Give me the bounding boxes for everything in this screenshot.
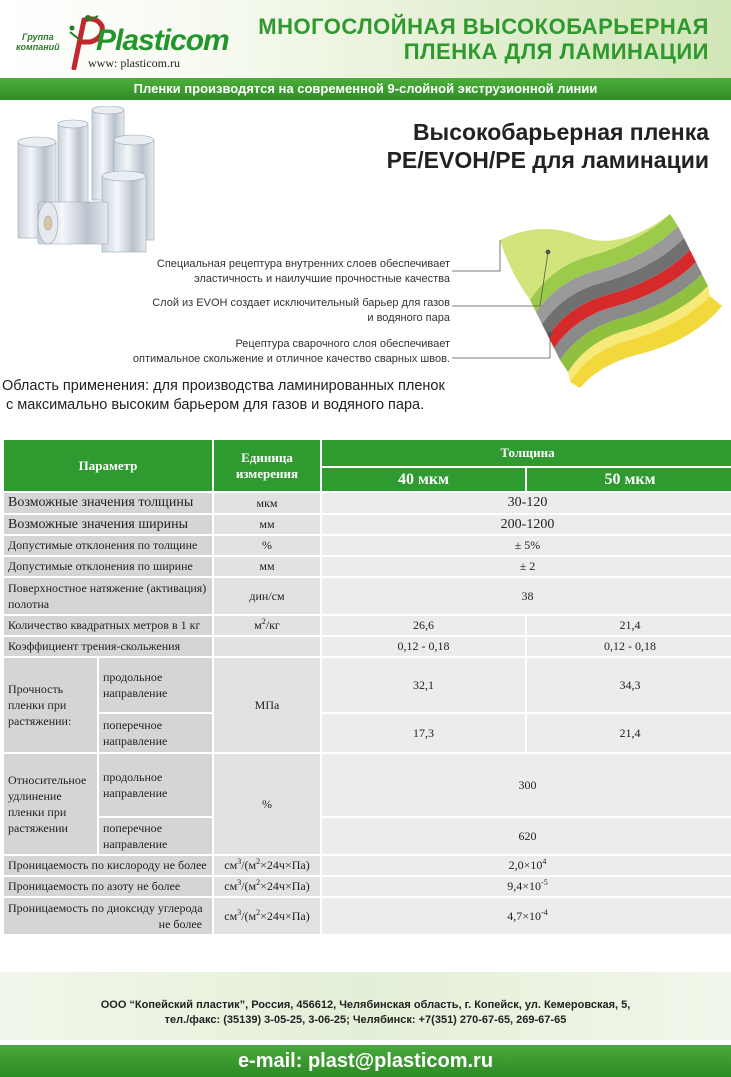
film-rolls-image	[14, 106, 164, 256]
row-value: ± 2	[322, 557, 731, 576]
row-value-40: 0,12 - 0,18	[322, 637, 525, 656]
row-value: 300	[322, 754, 731, 816]
row-value: $9,4\times 10^{-5}$	[322, 877, 731, 896]
row-label: Поверхностное натяжение (активация) полотна	[4, 578, 212, 614]
row-value: 30-120	[322, 493, 731, 513]
row-unit: дин/см	[214, 578, 320, 614]
header-40: 40 мкм	[322, 468, 525, 491]
header-50: 50 мкм	[527, 468, 731, 491]
row-unit: %	[214, 754, 320, 854]
row-sublabel: поперечное направление	[99, 818, 212, 854]
row-value-40: 32,1	[322, 658, 525, 712]
production-ribbon: Пленки производятся на современной 9-слойной экструзионной линии	[0, 78, 731, 100]
table-row	[4, 536, 731, 555]
row-unit: $м^2/кг$	[214, 616, 320, 635]
page-title: МНОГОСЛОЙНАЯ ВЫСОКОБАРЬЕРНАЯ ПЛЕНКА ДЛЯ ЛАМИНАЦИИ	[258, 14, 709, 64]
header-parameter: Параметр	[4, 440, 212, 491]
row-label: Проницаемость по азоту не более	[4, 877, 212, 896]
row-value-50: 21,4	[527, 616, 731, 635]
row-label: Возможные значения толщины	[4, 493, 212, 513]
email-link[interactable]: e-mail: plast@plasticom.ru	[0, 1045, 731, 1077]
row-label: Количество квадратных метров в 1 кг	[4, 616, 212, 635]
row-label: Прочность пленки при растяжении:	[4, 658, 97, 752]
row-sublabel: поперечное направление	[99, 714, 212, 752]
row-value-50: 0,12 - 0,18	[527, 637, 731, 656]
row-unit: $см^3/(м^2\times 24ч\times Па)$	[214, 856, 320, 875]
row-label: Коэффициент трения-скольжения	[4, 637, 212, 656]
row-label: Проницаемость по диоксиду углерода не более	[4, 898, 212, 934]
layer-note-seal: Рецептура сварочного слоя обеспечивает оптимальное скольжение и отличное качество сварных швов.	[132, 338, 450, 365]
product-title: Высокобарьерная пленка PE/EVOH/PE для ламинации	[386, 119, 709, 173]
row-unit: мм	[214, 557, 320, 576]
table-row	[4, 578, 731, 614]
row-unit: %	[214, 536, 320, 555]
layer-note-evoh: Слой из EVOH создает исключительный барьер для газов и водяного пара	[152, 297, 450, 324]
row-sublabel: продольное направление	[99, 658, 212, 712]
table-row	[4, 714, 731, 752]
logo-group-caption: Группа компаний	[16, 32, 60, 52]
row-value-40: 17,3	[322, 714, 525, 752]
footer-contacts: ООО “Копейский пластик”, Россия, 456612, Челябинская область, г. Копейск, ул. Кемеровская, 5, тел./факс: (35139) 3-05-25, 3-06-25; Челябинск: +7(351) 270-67-65, 269-67-65	[100, 999, 631, 1026]
company-logo[interactable]	[8, 6, 229, 70]
row-label: Проницаемость по кислороду не более	[4, 856, 212, 875]
row-unit: мм	[214, 515, 320, 534]
table-row	[4, 818, 731, 854]
row-sublabel: продольное направление	[99, 754, 212, 816]
row-label: Возможные значения ширины	[4, 515, 212, 534]
table-row	[4, 898, 731, 934]
row-value: $2,0\times 10^4$	[322, 856, 731, 875]
row-unit: МПа	[214, 658, 320, 752]
row-value: 200-1200	[322, 515, 731, 534]
row-value-50: 21,4	[527, 714, 731, 752]
row-value: 38	[322, 578, 731, 614]
page-header	[0, 0, 731, 78]
table-row	[4, 754, 731, 816]
specifications-table	[2, 438, 731, 936]
table-row	[4, 616, 731, 635]
row-unit: $см^3/(м^2\times 24ч\times Па)$	[214, 877, 320, 896]
table-row	[4, 658, 731, 712]
row-value-50: 34,3	[527, 658, 731, 712]
row-label: Допустимые отклонения по толщине	[4, 536, 212, 555]
row-value-40: 26,6	[322, 616, 525, 635]
table-row	[4, 637, 731, 656]
application-text: Область применения: для производства ламинированных пленок с максимально высоким барьером для газов и водяного пара.	[2, 378, 445, 413]
film-layers-diagram	[440, 200, 730, 390]
header-thickness: Толщина	[322, 440, 731, 466]
row-unit	[214, 637, 320, 656]
layer-note-inner: Специальная рецептура внутренних слоев обеспечивает эластичность и наилучшие прочностные качества	[156, 258, 450, 285]
table-row	[4, 493, 731, 513]
logo-url: www: plasticom.ru	[88, 56, 180, 70]
table-row	[4, 515, 731, 534]
row-value: 620	[322, 818, 731, 854]
header-unit: Единица измерения	[214, 440, 320, 491]
row-value: ± 5%	[322, 536, 731, 555]
logo-wordmark: Plasticom	[96, 24, 229, 57]
row-label: Допустимые отклонения по ширине	[4, 557, 212, 576]
row-value: $4,7\times 10^{-4}$	[322, 898, 731, 934]
row-unit: $см^3/(м^2\times 24ч\times Па)$	[214, 898, 320, 934]
table-row	[4, 856, 731, 875]
table-row	[4, 877, 731, 896]
row-unit: мкм	[214, 493, 320, 513]
table-row	[4, 557, 731, 576]
row-label: Относительное удлинение пленки при растяжении	[4, 754, 97, 854]
